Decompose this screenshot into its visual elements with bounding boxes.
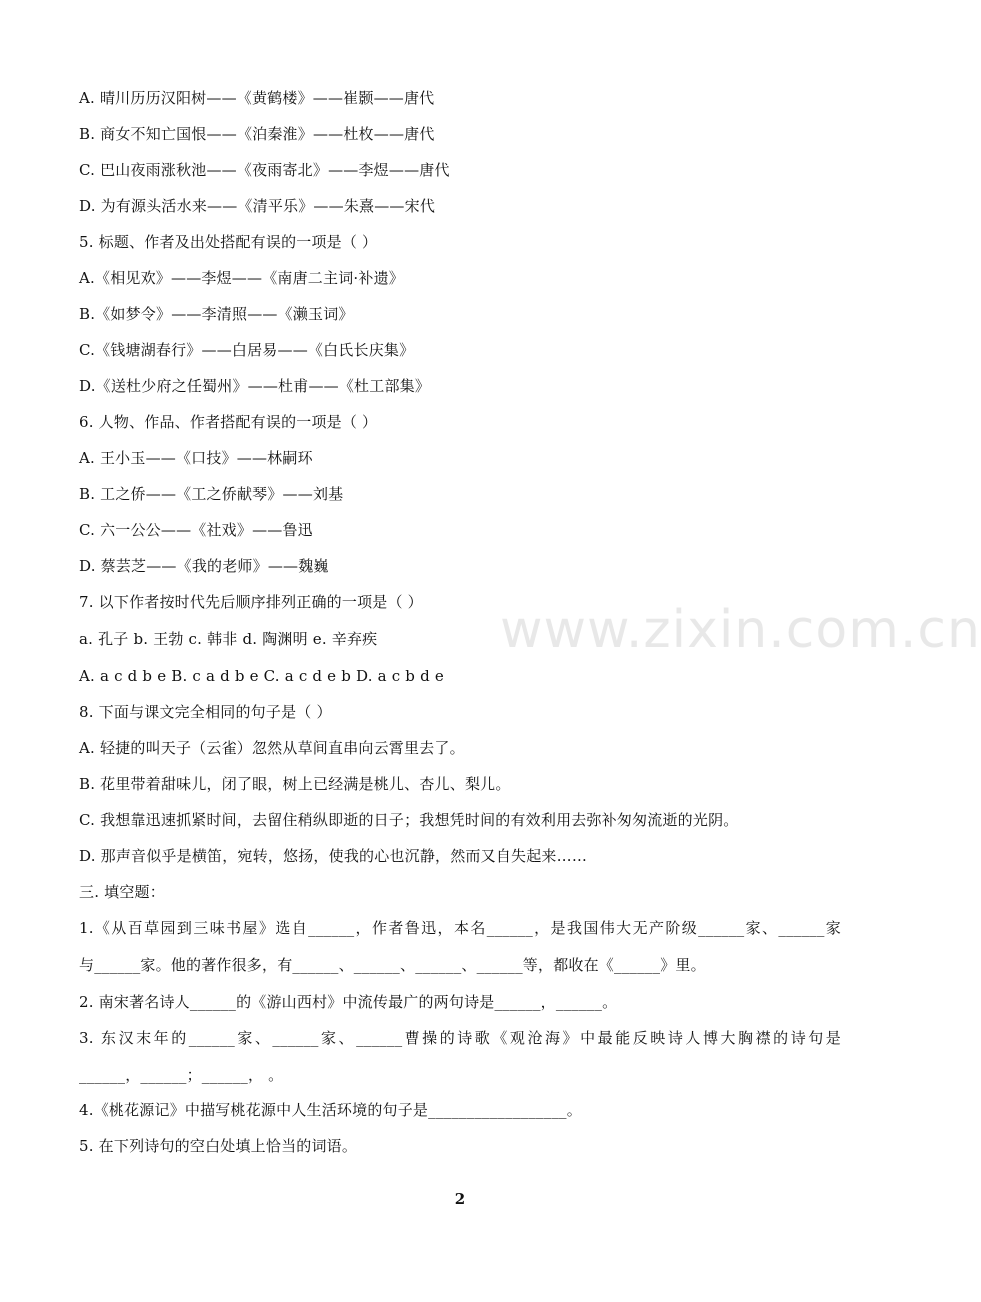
option-line: D. 那声音似乎是横笛，宛转，悠扬，使我的心也沉静，然而又自失起来…… (79, 847, 588, 865)
question-line: 8. 下面与课文完全相同的句子是（ ） (79, 703, 332, 721)
option-line: D. 为有源头活水来——《清平乐》——朱熹——宋代 (79, 197, 436, 215)
fill-blank-line: 5. 在下列诗句的空白处填上恰当的词语。 (79, 1137, 358, 1155)
page-number: 2 (454, 1190, 466, 1208)
fill-blank-line: 1.《从百草园到三味书屋》选自______，作者鲁迅，本名______，是我国伟大无产阶级______家、______家 (79, 919, 841, 937)
option-line: B. 工之侨——《工之侨献琴》——刘基 (79, 485, 344, 503)
question-line: 6. 人物、作品、作者搭配有误的一项是（ ） (79, 413, 378, 431)
option-line: C. 我想靠迅速抓紧时间，去留住稍纵即逝的日子；我想凭时间的有效利用去弥补匆匆流逝的光阴。 (79, 811, 739, 829)
fill-blank-line: ______，______；______， 。 (79, 1066, 284, 1084)
option-line: C. 六一公公——《社戏》——鲁迅 (79, 521, 313, 539)
fill-blank-line: 与______家。他的著作很多，有______、______、______、______等，都收在《______》里。 (79, 956, 706, 974)
watermark: www.zixin.com.cn (500, 600, 981, 660)
option-line: B. 花里带着甜味儿，闭了眼，树上已经满是桃儿、杏儿、梨儿。 (79, 775, 511, 793)
option-line: D. 蔡芸芝——《我的老师》——魏巍 (79, 557, 329, 575)
question-line: 7. 以下作者按时代先后顺序排列正确的一项是（ ） (79, 593, 423, 611)
option-line: A. 王小玉——《口技》——林嗣环 (79, 449, 313, 467)
fill-blank-line: 2. 南宋著名诗人______的《游山西村》中流传最广的两句诗是______，______。 (79, 993, 618, 1011)
option-line: a. 孔子 b. 王勃 c. 韩非 d. 陶渊明 e. 辛弃疾 (79, 630, 378, 648)
option-line: A. a c d b e B. c a d b e C. a c d e b D. a c b d e (79, 667, 444, 685)
option-line: B. 商女不知亡国恨——《泊秦淮》——杜枚——唐代 (79, 125, 435, 143)
option-line: C.《钱塘湖春行》——白居易——《白氏长庆集》 (79, 341, 415, 359)
section-heading: 三. 填空题： (79, 883, 165, 901)
option-line: C. 巴山夜雨涨秋池——《夜雨寄北》——李煜——唐代 (79, 161, 450, 179)
fill-blank-line: 4.《桃花源记》中描写桃花源中人生活环境的句子是__________________。 (79, 1101, 582, 1119)
option-line: D.《送杜少府之任蜀州》——杜甫——《杜工部集》 (79, 377, 431, 395)
question-line: 5. 标题、作者及出处搭配有误的一项是（ ） (79, 233, 378, 251)
fill-blank-line: 3. 东汉末年的______家、______家、______曹操的诗歌《观沧海》中最能反映诗人博大胸襟的诗句是 (79, 1029, 841, 1047)
option-line: A. 晴川历历汉阳树——《黄鹤楼》——崔颢——唐代 (79, 89, 435, 107)
option-line: A.《相见欢》——李煜——《南唐二主词·补遗》 (79, 269, 404, 287)
option-line: A. 轻捷的叫天子（云雀）忽然从草间直串向云霄里去了。 (79, 739, 465, 757)
option-line: B.《如梦令》——李清照——《濑玉词》 (79, 305, 354, 323)
